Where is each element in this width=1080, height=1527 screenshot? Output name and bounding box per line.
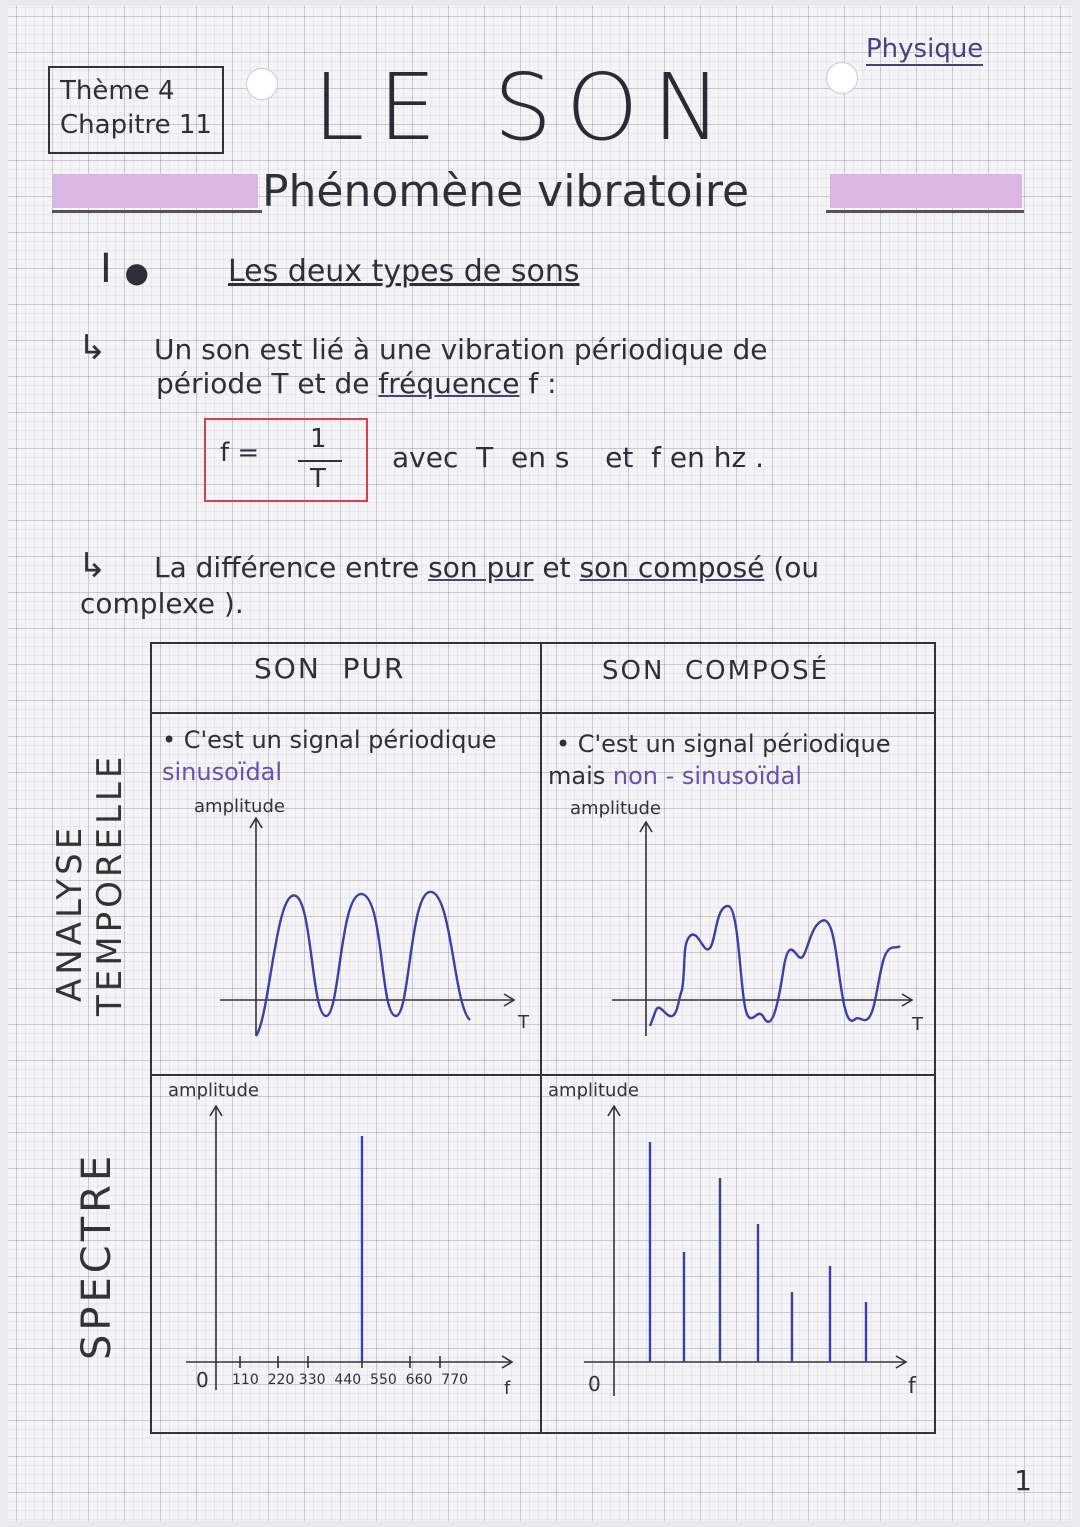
row-label-analyse: ANALYSE bbox=[50, 823, 90, 1002]
composed-wave bbox=[650, 906, 900, 1026]
bullet-2-line-2: complexe ). bbox=[80, 587, 244, 620]
composed-origin: 0 bbox=[588, 1372, 601, 1396]
pure-time-axis: T bbox=[518, 1012, 529, 1033]
section-title: Les deux types de sons bbox=[228, 254, 580, 289]
bullet-1-line-2: période T et de fréquence f : bbox=[156, 367, 557, 400]
pure-description: • C'est un signal périodique bbox=[162, 726, 497, 754]
pure-sinusoidal: sinusoïdal bbox=[162, 758, 283, 786]
composed-amp-label: amplitude bbox=[570, 798, 661, 819]
bullet-1-line-1: Un son est lié à une vibration périodique de bbox=[154, 333, 768, 366]
formula-numerator: 1 bbox=[310, 424, 327, 454]
composed-time-axis: T bbox=[912, 1014, 923, 1035]
bullet-2-line-1: La différence entre son pur et son composé (ou bbox=[154, 551, 820, 584]
composed-description: • C'est un signal périodique bbox=[556, 730, 891, 758]
composed-line-2: mais non - sinusoïdal bbox=[548, 762, 802, 790]
pure-spectrum-amp-label: amplitude bbox=[168, 1080, 259, 1101]
row-label-temporelle: TEMPORELLE bbox=[90, 752, 130, 1016]
pure-freq-ticks: 110 220 330 440 550 660 770 bbox=[232, 1372, 469, 1388]
formula-note: avec T en s et f en hz . bbox=[392, 441, 764, 474]
section-number: I ● bbox=[100, 246, 149, 292]
formula-denominator: T bbox=[310, 464, 326, 494]
page-number: 1 bbox=[1014, 1464, 1032, 1497]
page-subtitle: Phénomène vibratoire bbox=[262, 166, 750, 217]
theme-line: Thème 4 bbox=[60, 76, 175, 106]
pure-amp-label: amplitude bbox=[194, 796, 285, 817]
row-label-spectre: SPECTRE bbox=[74, 1151, 120, 1360]
graphs-svg bbox=[8, 6, 1072, 1521]
pure-origin: 0 bbox=[196, 1368, 209, 1392]
subject-label: Physique bbox=[866, 34, 984, 64]
chapter-line: Chapitre 11 bbox=[60, 110, 212, 140]
page-title: LE SON bbox=[313, 54, 736, 161]
notebook-page bbox=[8, 6, 1072, 1521]
col-header-pure: SON PUR bbox=[254, 652, 406, 685]
composed-freq-axis: f bbox=[908, 1374, 916, 1399]
composed-spectrum-amp-label: amplitude bbox=[548, 1080, 639, 1101]
arrow-icon: ↳ bbox=[78, 328, 107, 368]
formula-left: f = bbox=[220, 438, 260, 468]
col-header-composed: SON COMPOSÉ bbox=[602, 656, 830, 686]
pure-sine-wave bbox=[256, 892, 470, 1036]
pure-freq-axis: f bbox=[504, 1378, 511, 1399]
arrow-icon: ↳ bbox=[78, 546, 107, 586]
